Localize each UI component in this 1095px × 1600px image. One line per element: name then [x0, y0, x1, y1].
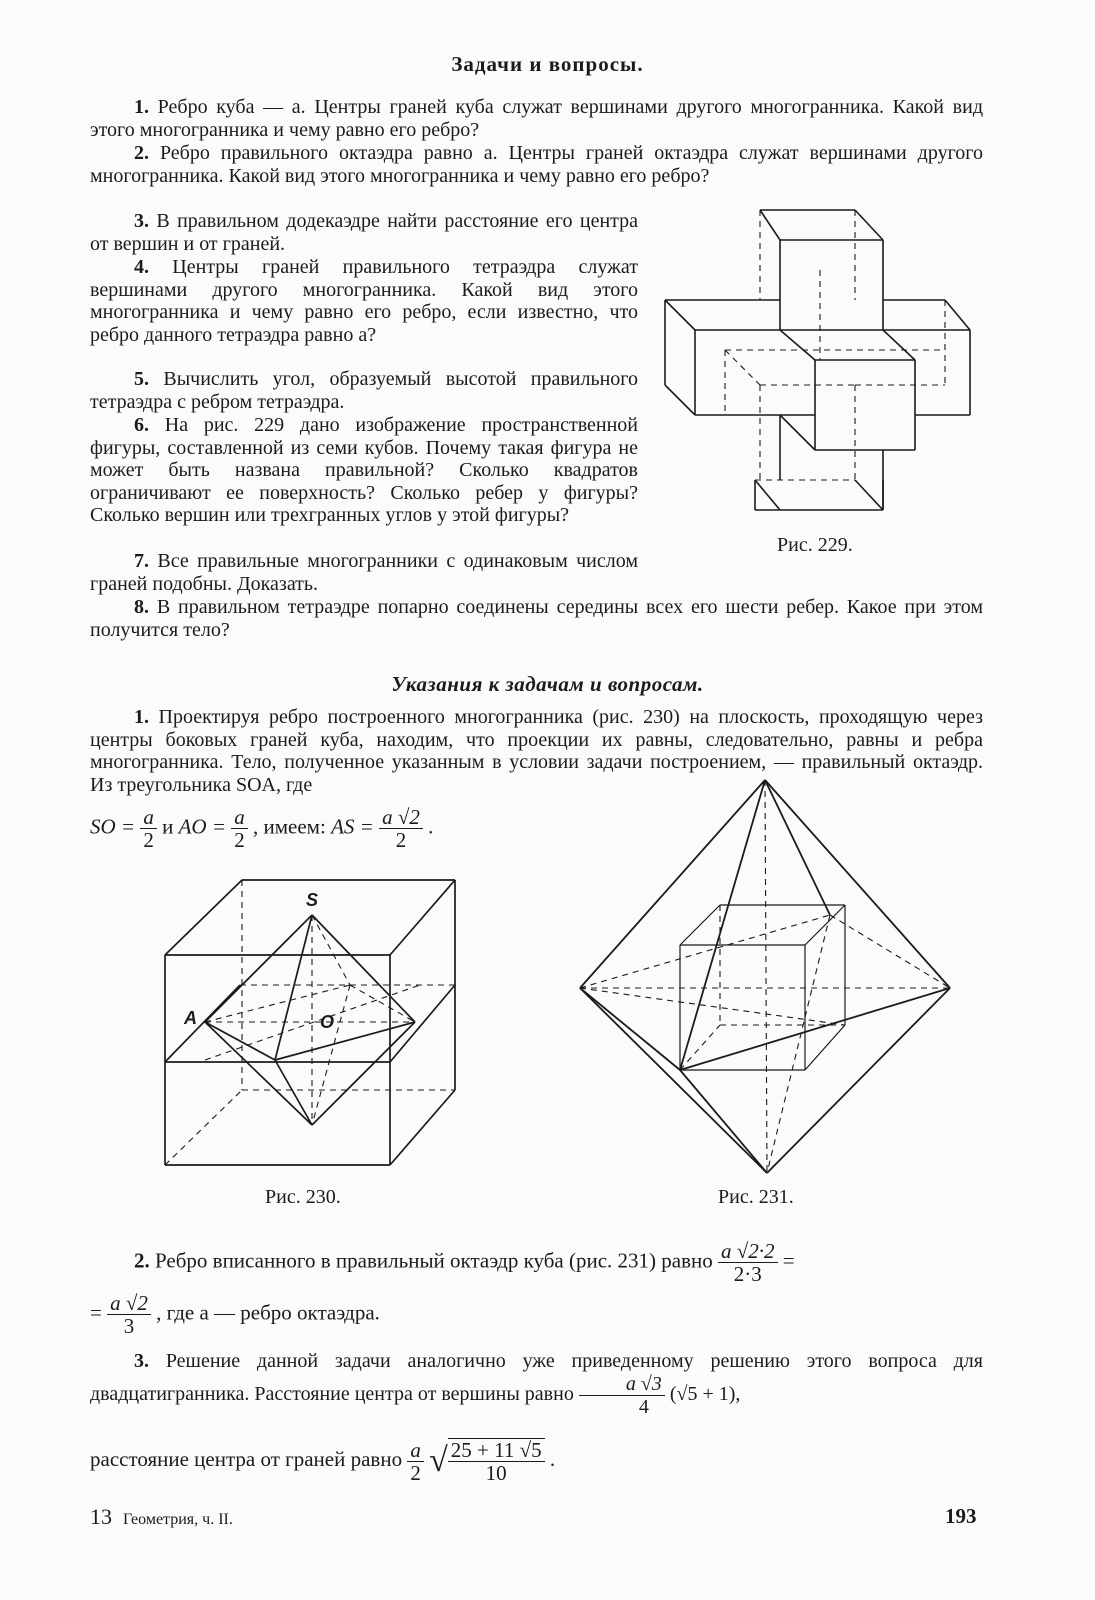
problem-8-text: В правильном тетраэдре попарно соединены середины всех его шести ребер. Какое при этом получится тело? — [90, 596, 983, 641]
hint-3-fraction-2: $\frac{a}{2}$ — [407, 1439, 424, 1484]
fig230-label-s: S — [306, 890, 319, 910]
hint-3-fraction-1-tail: (√5 + 1), — [669, 1382, 741, 1405]
problem-2 — [90, 142, 983, 187]
as-end: . — [428, 814, 434, 839]
hint-3-number: 3. — [134, 1350, 149, 1372]
hint-3-sqrt-fraction: $\frac{25 + 11 √5}{10}$ — [448, 1438, 545, 1484]
section-title: Задачи и вопросы. — [451, 52, 644, 76]
hint-2-fraction-2: $\frac{a √2}{3}$ — [107, 1292, 151, 1337]
ao-fraction: $\frac{a}{2}$ — [231, 806, 248, 851]
figure-229 — [655, 200, 985, 530]
as-lhs: AS = — [331, 814, 374, 839]
problem-6-text: На рис. 229 дано изображение пространственной фигуры, составленной из семи кубов. Почему такая фигура не может быть названа правильной? Сколько квадратов ограничивают ее поверхность? Сколько ребер у фигуры? Сколько вершин или трехгранных углов у этой фигуры? — [90, 414, 639, 526]
footer-book-title: Геометрия, ч. II. — [123, 1511, 233, 1528]
fig230-label-o: O — [320, 1012, 335, 1032]
problem-2-text: Ребро правильного октаэдра равно a. Центры граней октаэдра служат вершинами другого многогранника. Какой вид этого многогранника и чему равно его ребро? — [90, 142, 983, 187]
hint-1-number: 1. — [134, 706, 149, 728]
problem-6-number: 6. — [134, 414, 149, 436]
problem-2-number: 2. — [134, 142, 149, 164]
footer-sheet — [90, 1504, 233, 1530]
so-fraction: $\frac{a}{2}$ — [140, 806, 157, 851]
hint-2-fraction-1: $\frac{a √2\cdot 2}{2\cdot 3}$ — [718, 1240, 778, 1285]
problem-8-number: 8. — [134, 596, 149, 618]
hint-3-text-1: Решение данной задачи аналогично уже приведенному решению этого вопроса для двадцатигранника. Расстояние центра от вершины равно — [90, 1350, 983, 1405]
hint-2-tail: , где a — ребро октаэдра. — [156, 1300, 380, 1325]
have-word: , имеем: — [253, 814, 326, 839]
hint-3 — [90, 1350, 983, 1418]
problem-1-text: Ребро куба — a. Центры граней куба служат вершинами другого многогранника. Какой вид этого многогранника и чему равно его ребро? — [90, 96, 983, 141]
as-fraction: $\frac{a √2}{2}$ — [379, 806, 423, 851]
problem-4 — [90, 256, 638, 346]
hint-3-end: . — [549, 1446, 556, 1471]
problem-6 — [90, 414, 638, 527]
problem-8 — [90, 596, 983, 641]
problem-3-number: 3. — [134, 210, 149, 232]
hint-2-equals-2: = — [90, 1300, 102, 1325]
hint-1-formula — [90, 806, 433, 851]
hints-title: Указания к задачам и вопросам. — [391, 672, 704, 696]
sqrt-sign-icon: √ — [429, 1441, 448, 1479]
figure-230 — [150, 870, 480, 1180]
hint-2-text: Ребро вписанного в правильный октаэдр куба (рис. 231) равно — [155, 1248, 713, 1273]
problem-3-text: В правильном додекаэдре найти расстояние его центра от вершин и от граней. — [90, 210, 639, 255]
fig230-label-a: A — [184, 1008, 197, 1028]
fig231-caption: Рис. 231. — [718, 1186, 794, 1208]
hint-2-number: 2. — [134, 1248, 150, 1273]
hint-3-fraction-1: $\frac{a √3}{4}$ — [579, 1373, 665, 1418]
fig229-caption: Рис. 229. — [777, 534, 853, 556]
problem-4-text: Центры граней правильного тетраэдра служат вершинами другого многогранника. Какой вид этого многогранника и чему равно его ребро, если известно, что ребро данного тетраэдра равно a? — [90, 256, 639, 346]
problem-7-number: 7. — [134, 550, 149, 572]
footer-sheet-number: 13 — [90, 1504, 112, 1529]
hint-1-text: Проектируя ребро построенного многогранника (рис. 230) на плоскость, проходящую через центры боковых граней куба, находим, что проекции их равны, следовательно, равны и ребра многогранника. Тело, полученное указанным в условии задачи построением, — правильный октаэдр. Из треугольника SOA, где — [90, 706, 984, 796]
and-word: и — [162, 814, 174, 839]
problem-3 — [90, 210, 638, 255]
problem-5-number: 5. — [134, 368, 149, 390]
problem-7 — [90, 550, 638, 595]
problem-1 — [90, 96, 983, 141]
ao-lhs: AO = — [178, 814, 227, 839]
problem-5-text: Вычислить угол, образуемый высотой правильного тетраэдра с ребром тетраэдра. — [90, 368, 638, 413]
so-lhs: SO = — [90, 814, 136, 839]
fig230-caption: Рис. 230. — [265, 1186, 341, 1208]
hint-2-equals: = — [782, 1248, 795, 1273]
problem-1-number: 1. — [134, 96, 149, 118]
hint-2-continued — [90, 1292, 983, 1337]
hint-3-line-2 — [90, 1438, 555, 1484]
figure-231 — [575, 770, 975, 1180]
problem-7-text: Все правильные многогранники с одинаковым числом граней подобны. Доказать. — [90, 550, 638, 595]
hint-3-text-2: расстояние центра от граней равно — [90, 1446, 403, 1471]
problem-5 — [90, 368, 638, 413]
problem-4-number: 4. — [134, 256, 149, 278]
hint-2 — [134, 1240, 994, 1285]
page-number: 193 — [945, 1504, 977, 1528]
